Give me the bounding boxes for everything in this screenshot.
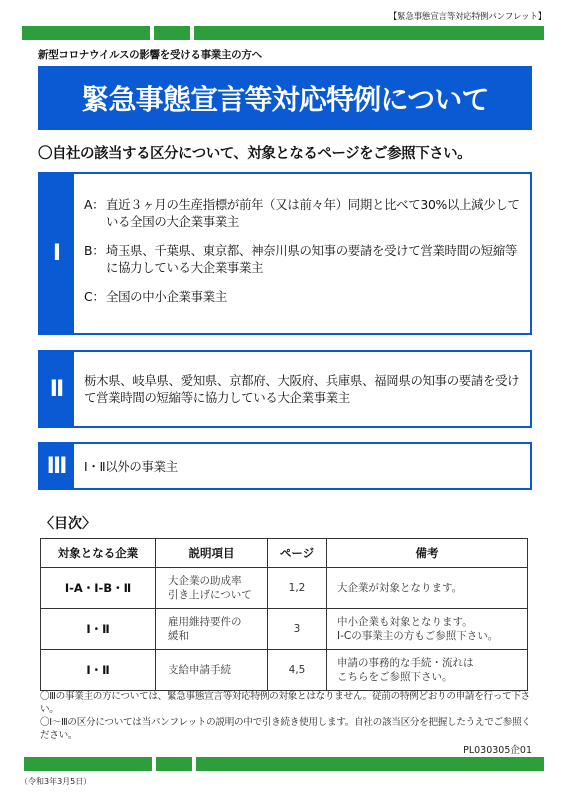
note-cell: 申請の事務的な手続・流れは こちらをご参照下さい。 xyxy=(327,650,528,691)
category-box-1 xyxy=(38,172,532,335)
item-cell: 支給申請手続 xyxy=(156,650,268,691)
page-cell: 4,5 xyxy=(268,650,327,691)
toc-title: 〈目次〉 xyxy=(40,516,96,532)
category-3-text: Ⅰ・Ⅱ以外の事業主 xyxy=(84,458,178,474)
column-header: 対象となる企業 xyxy=(41,539,156,568)
column-header: ページ xyxy=(268,539,327,568)
toc-table xyxy=(40,538,528,691)
category-item-c: C： 全国の中小企業事業主 xyxy=(84,289,227,304)
column-header: 備考 xyxy=(327,539,528,568)
table-row xyxy=(41,609,528,650)
category-item-a: A： 直近３ヶ月の生産指標が前年（又は前々年）同期と比べて30%以上減少している全国の大企業事業主 xyxy=(84,197,520,229)
item-cell: 大企業の助成率 引き上げについて xyxy=(156,568,268,609)
pamphlet-tag: 【緊急事態宣言等対応特例パンフレット】 xyxy=(388,12,546,22)
category-label: Ⅰ xyxy=(40,174,74,333)
table-row xyxy=(41,650,528,691)
target-cell: Ⅰ・Ⅱ xyxy=(41,650,156,691)
item-cell: 雇用維持要件の 緩和 xyxy=(156,609,268,650)
category-label: Ⅱ xyxy=(40,352,74,426)
subtitle: 新型コロナウイルスの影響を受ける事業主の方へ xyxy=(38,49,262,61)
note-1: 〇Ⅲの事業主の方については、緊急事態宣言等対応特例の対象とはなりません。従前の特例どおりの申請を行って下さい。 xyxy=(40,691,530,715)
category-item-b: B： 埼玉県、千葉県、東京都、神奈川県の知事の要請を受けて営業時間の短縮等に協力している大企業事業主 xyxy=(84,243,518,275)
column-header: 説明項目 xyxy=(156,539,268,568)
target-cell: Ⅰ・Ⅱ xyxy=(41,609,156,650)
bottom-green-bar xyxy=(24,757,544,771)
issue-date: （令和3年3月5日） xyxy=(20,777,92,786)
category-box-3 xyxy=(38,442,532,490)
category-box-2 xyxy=(38,350,532,428)
top-green-bar xyxy=(22,26,544,40)
title-banner xyxy=(38,66,532,130)
note-cell: 中小企業も対象となります。 Ⅰ-Cの事業主の方もご参照下さい。 xyxy=(327,609,528,650)
table-header-row xyxy=(41,539,528,568)
instruction-text: 〇自社の該当する区分について、対象となるページをご参照下さい。 xyxy=(38,146,472,162)
page-cell: 3 xyxy=(268,609,327,650)
category-2-text: 栃木県、岐阜県、愛知県、京都府、大阪府、兵庫県、福岡県の知事の要請を受けて営業時間の短縮等に協力している大企業事業主 xyxy=(84,373,520,405)
category-label: Ⅲ xyxy=(40,444,74,488)
page-title: 緊急事態宣言等対応特例について xyxy=(81,83,489,116)
document-code: PL030305企01 xyxy=(463,745,532,756)
target-cell: Ⅰ-A・Ⅰ-B・Ⅱ xyxy=(41,568,156,609)
note-2: 〇Ⅰ～Ⅲの区分については当パンフレットの説明の中で引き続き使用します。自社の該当区分を把握したうえでご参照ください。 xyxy=(40,717,531,741)
page-cell: 1,2 xyxy=(268,568,327,609)
note-cell: 大企業が対象となります。 xyxy=(327,568,528,609)
table-row xyxy=(41,568,528,609)
